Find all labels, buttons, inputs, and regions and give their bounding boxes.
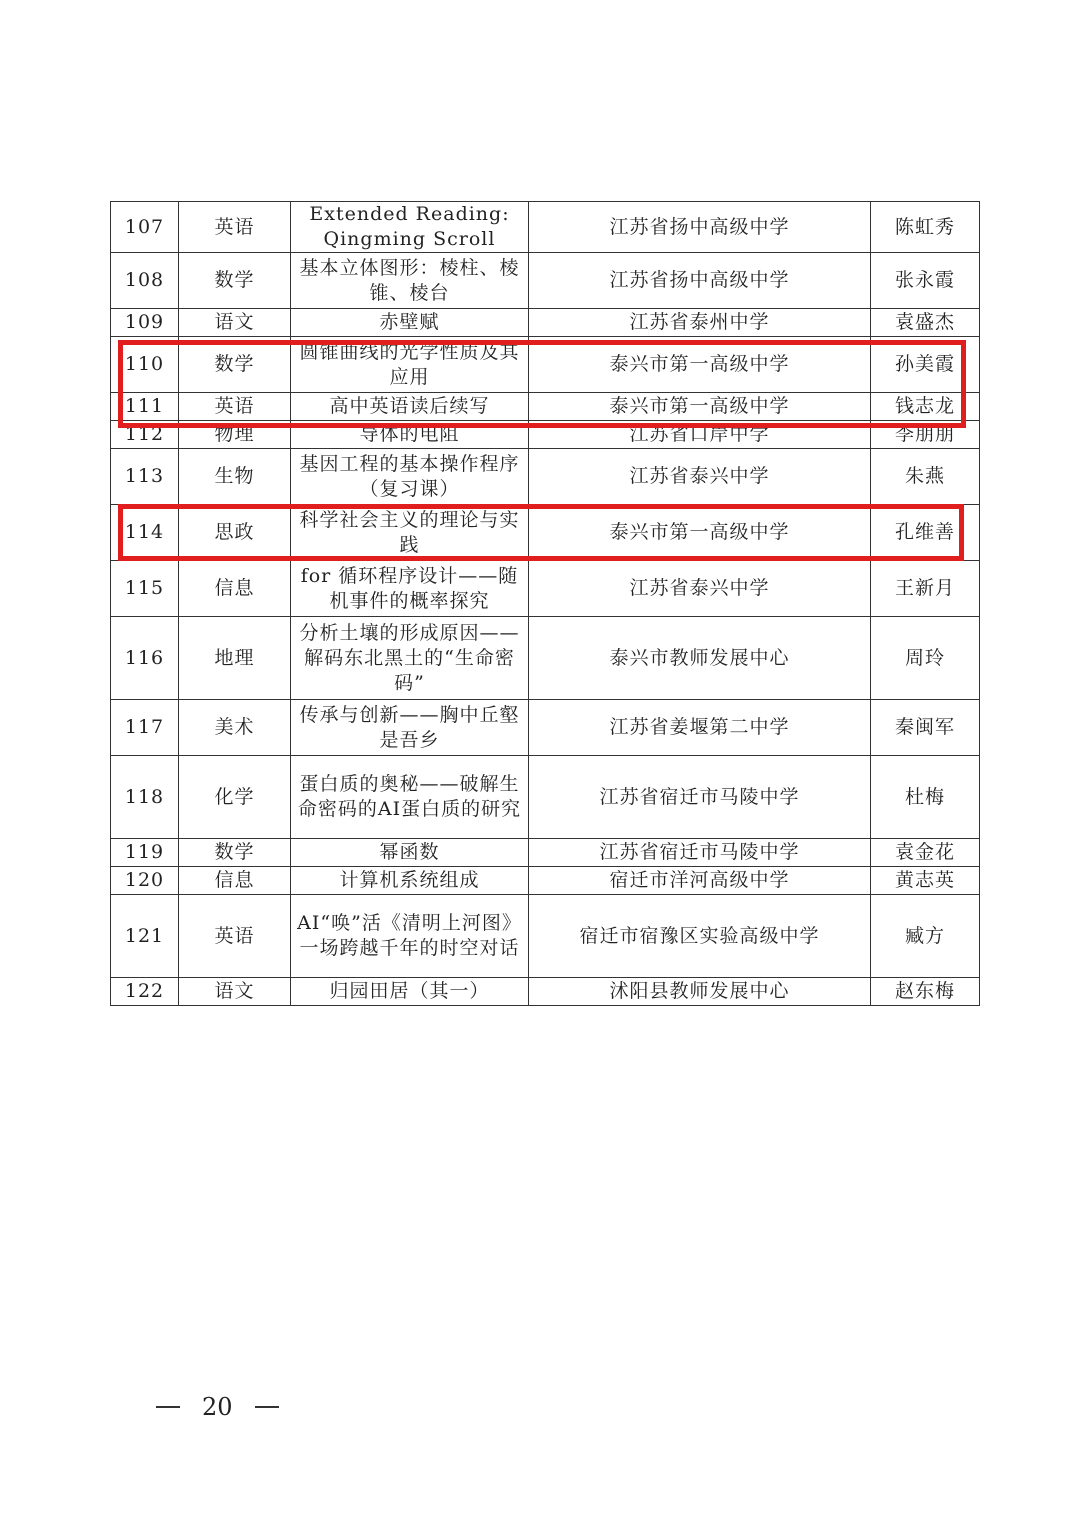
table-row [111, 839, 980, 867]
table-row [111, 561, 980, 617]
cell-no: 115 [111, 561, 179, 617]
cell-school: 江苏省宿迁市马陵中学 [529, 756, 871, 839]
cell-school: 宿迁市洋河高级中学 [529, 867, 871, 895]
table-row [111, 617, 980, 700]
cell-topic: Extended Reading: Qingming Scroll [291, 202, 529, 253]
cell-teacher: 钱志龙 [871, 393, 980, 421]
table-row [111, 867, 980, 895]
awards-table [110, 201, 980, 1006]
cell-topic: 幂函数 [291, 839, 529, 867]
cell-topic: 圆锥曲线的光学性质及其应用 [291, 337, 529, 393]
cell-subject: 思政 [179, 505, 291, 561]
cell-topic: 赤壁赋 [291, 309, 529, 337]
cell-school: 江苏省扬中高级中学 [529, 253, 871, 309]
cell-school: 泰兴市第一高级中学 [529, 337, 871, 393]
cell-teacher: 臧方 [871, 895, 980, 978]
cell-subject: 美术 [179, 700, 291, 756]
cell-topic: 科学社会主义的理论与实践 [291, 505, 529, 561]
cell-school: 江苏省扬中高级中学 [529, 202, 871, 253]
cell-teacher: 王新月 [871, 561, 980, 617]
cell-topic: 蛋白质的奥秘——破解生命密码的AI蛋白质的研究 [291, 756, 529, 839]
footer-dash-left [156, 1406, 180, 1408]
table-row [111, 337, 980, 393]
cell-teacher: 赵东梅 [871, 978, 980, 1006]
cell-teacher: 孙美霞 [871, 337, 980, 393]
cell-subject: 生物 [179, 449, 291, 505]
cell-topic: 计算机系统组成 [291, 867, 529, 895]
table-row [111, 393, 980, 421]
cell-no: 121 [111, 895, 179, 978]
cell-topic: 分析土壤的形成原因——解码东北黑土的“生命密码” [291, 617, 529, 700]
cell-subject: 英语 [179, 895, 291, 978]
cell-teacher: 朱燕 [871, 449, 980, 505]
cell-subject: 语文 [179, 309, 291, 337]
table-row [111, 505, 980, 561]
cell-no: 114 [111, 505, 179, 561]
cell-no: 122 [111, 978, 179, 1006]
page-number: 20 [202, 1393, 233, 1421]
cell-school: 江苏省宿迁市马陵中学 [529, 839, 871, 867]
cell-school: 泰兴市第一高级中学 [529, 505, 871, 561]
cell-topic: 基因工程的基本操作程序（复习课） [291, 449, 529, 505]
cell-topic: 传承与创新——胸中丘壑是吾乡 [291, 700, 529, 756]
cell-school: 泰兴市第一高级中学 [529, 393, 871, 421]
table-row [111, 449, 980, 505]
cell-school: 江苏省口岸中学 [529, 421, 871, 449]
cell-topic: 导体的电阻 [291, 421, 529, 449]
cell-no: 107 [111, 202, 179, 253]
cell-no: 117 [111, 700, 179, 756]
page-footer [156, 1393, 279, 1421]
table-row [111, 756, 980, 839]
table-row [111, 253, 980, 309]
cell-subject: 数学 [179, 253, 291, 309]
cell-no: 108 [111, 253, 179, 309]
cell-teacher: 袁盛杰 [871, 309, 980, 337]
cell-no: 110 [111, 337, 179, 393]
cell-teacher: 秦闽军 [871, 700, 980, 756]
cell-school: 宿迁市宿豫区实验高级中学 [529, 895, 871, 978]
cell-subject: 信息 [179, 867, 291, 895]
cell-no: 118 [111, 756, 179, 839]
cell-school: 泰兴市教师发展中心 [529, 617, 871, 700]
cell-subject: 数学 [179, 839, 291, 867]
table-row [111, 309, 980, 337]
cell-subject: 地理 [179, 617, 291, 700]
cell-teacher: 杜梅 [871, 756, 980, 839]
cell-teacher: 孔维善 [871, 505, 980, 561]
cell-teacher: 周玲 [871, 617, 980, 700]
footer-dash-right [255, 1406, 279, 1408]
cell-school: 江苏省泰州中学 [529, 309, 871, 337]
cell-teacher: 袁金花 [871, 839, 980, 867]
cell-no: 111 [111, 393, 179, 421]
cell-subject: 数学 [179, 337, 291, 393]
cell-subject: 信息 [179, 561, 291, 617]
cell-no: 113 [111, 449, 179, 505]
cell-topic: 基本立体图形：棱柱、棱锥、棱台 [291, 253, 529, 309]
cell-teacher: 李朋朋 [871, 421, 980, 449]
cell-topic: for 循环程序设计——随机事件的概率探究 [291, 561, 529, 617]
cell-subject: 语文 [179, 978, 291, 1006]
cell-teacher: 张永霞 [871, 253, 980, 309]
cell-no: 112 [111, 421, 179, 449]
table-row [111, 978, 980, 1006]
cell-no: 116 [111, 617, 179, 700]
cell-subject: 英语 [179, 393, 291, 421]
table-row [111, 700, 980, 756]
cell-school: 江苏省泰兴中学 [529, 449, 871, 505]
cell-school: 沭阳县教师发展中心 [529, 978, 871, 1006]
cell-subject: 化学 [179, 756, 291, 839]
cell-no: 109 [111, 309, 179, 337]
cell-no: 120 [111, 867, 179, 895]
cell-subject: 物理 [179, 421, 291, 449]
cell-school: 江苏省泰兴中学 [529, 561, 871, 617]
table-row [111, 421, 980, 449]
cell-subject: 英语 [179, 202, 291, 253]
cell-no: 119 [111, 839, 179, 867]
table-row [111, 895, 980, 978]
cell-teacher: 陈虹秀 [871, 202, 980, 253]
cell-topic: 归园田居（其一） [291, 978, 529, 1006]
cell-topic: 高中英语读后续写 [291, 393, 529, 421]
cell-school: 江苏省姜堰第二中学 [529, 700, 871, 756]
cell-topic: AI“唤”活《清明上河图》一场跨越千年的时空对话 [291, 895, 529, 978]
table-row [111, 202, 980, 253]
cell-teacher: 黄志英 [871, 867, 980, 895]
